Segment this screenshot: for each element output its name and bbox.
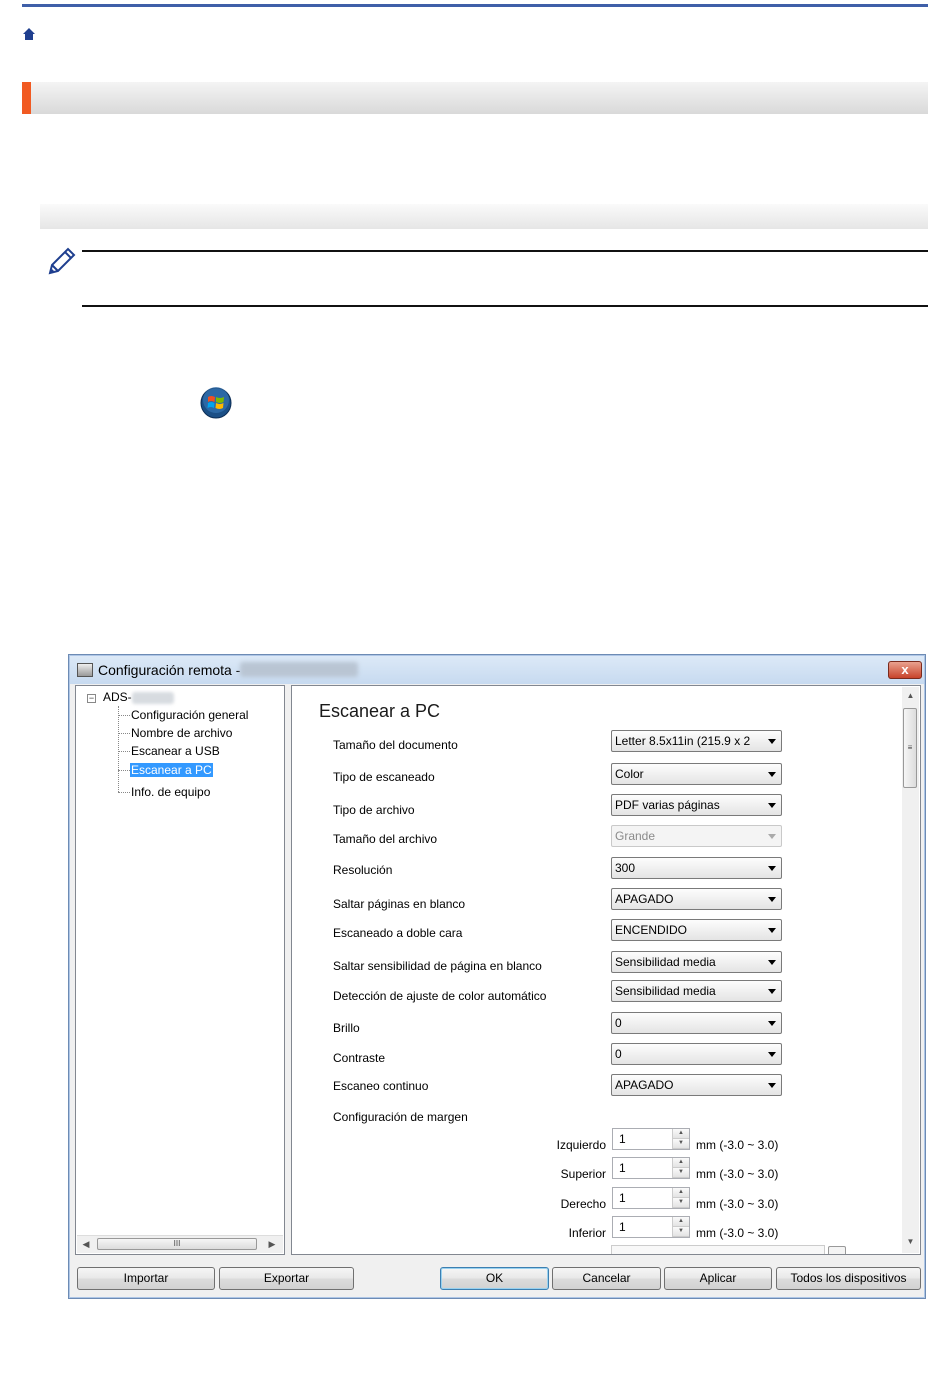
select-value: Sensibilidad media <box>615 955 716 969</box>
scroll-up-icon[interactable]: ▲ <box>906 691 915 700</box>
cancel-button[interactable]: Cancelar <box>552 1267 661 1290</box>
tree-item-machine-info[interactable]: Info. de equipo <box>131 785 211 799</box>
all-devices-button[interactable]: Todos los dispositivos <box>776 1267 921 1290</box>
note-rule-bottom <box>82 305 928 307</box>
range-margin-right: mm (-3.0 ~ 3.0) <box>696 1197 779 1211</box>
import-button[interactable]: Importar <box>77 1267 215 1290</box>
dropdown-arrow-icon <box>768 739 776 744</box>
spin-buttons[interactable] <box>672 1158 689 1178</box>
spin-margin-bottom[interactable] <box>612 1216 690 1238</box>
tree-scroll-thumb[interactable]: III <box>97 1238 257 1250</box>
label-margin-bottom: Inferior <box>568 1226 606 1240</box>
select-value: APAGADO <box>615 1078 674 1092</box>
dropdown-arrow-icon <box>768 772 776 777</box>
note-rule-top <box>82 250 928 252</box>
label-document-size: Tamaño del documento <box>333 738 458 752</box>
spin-up-icon[interactable]: ▲ <box>673 1158 689 1168</box>
section-accent <box>22 82 31 114</box>
tree-horizontal-scrollbar[interactable] <box>77 1235 283 1253</box>
scroll-right-icon[interactable]: ▶ <box>268 1239 276 1249</box>
label-margin-top: Superior <box>560 1167 606 1181</box>
tree-item-general-settings[interactable]: Configuración general <box>131 708 249 722</box>
label-skip-blank-sensitivity: Saltar sensibilidad de página en blanco <box>333 959 542 973</box>
select-continuous-scan[interactable] <box>611 1074 782 1096</box>
remote-setup-dialog <box>68 654 926 1299</box>
window-app-icon <box>77 663 93 677</box>
tree-root-device[interactable]: ADS- <box>103 690 132 704</box>
label-duplex-scan: Escaneado a doble cara <box>333 926 463 940</box>
spin-down-icon[interactable]: ▼ <box>673 1198 689 1208</box>
settings-vertical-scrollbar[interactable] <box>902 687 919 1253</box>
tree-connector <box>118 715 130 716</box>
dropdown-arrow-icon <box>768 928 776 933</box>
pane-title: Escanear a PC <box>319 701 441 721</box>
tree-item-file-name[interactable]: Nombre de archivo <box>131 726 233 740</box>
tree-connector <box>118 792 130 793</box>
tree-collapse-toggle[interactable]: − <box>88 693 95 703</box>
dropdown-arrow-icon <box>768 1021 776 1026</box>
select-file-size <box>611 825 782 847</box>
label-scan-type: Tipo de escaneado <box>333 770 435 784</box>
range-margin-top: mm (-3.0 ~ 3.0) <box>696 1167 779 1181</box>
apply-button[interactable]: Aplicar <box>664 1267 772 1290</box>
close-button[interactable]: x <box>888 661 922 679</box>
section-heading-bar <box>22 82 928 114</box>
redacted-device-name <box>132 692 174 704</box>
select-brightness[interactable] <box>611 1012 782 1034</box>
settings-pane <box>291 685 921 1255</box>
select-value: 300 <box>615 861 636 875</box>
home-icon[interactable] <box>22 27 36 41</box>
label-margin-settings: Configuración de margen <box>333 1110 468 1124</box>
spin-value: 1 <box>619 1161 626 1175</box>
cut-off-field[interactable] <box>611 1245 825 1255</box>
spin-up-icon[interactable]: ▲ <box>673 1188 689 1198</box>
spin-down-icon[interactable]: ▼ <box>673 1227 689 1237</box>
spin-buttons[interactable] <box>672 1129 689 1149</box>
spin-margin-top[interactable] <box>612 1157 690 1179</box>
label-file-size: Tamaño del archivo <box>333 832 438 846</box>
label-skip-blank-page: Saltar páginas en blanco <box>333 897 466 911</box>
select-document-size[interactable] <box>611 730 782 752</box>
spin-up-icon[interactable]: ▲ <box>673 1217 689 1227</box>
select-value: Color <box>615 767 644 781</box>
scroll-left-icon[interactable]: ◀ <box>82 1239 90 1249</box>
label-auto-color-detect: Detección de ajuste de color automático <box>333 989 547 1003</box>
select-auto-color-detect[interactable] <box>611 980 782 1002</box>
spin-up-icon[interactable]: ▲ <box>673 1129 689 1139</box>
windows-start-icon <box>200 387 232 419</box>
subsection-heading-bar <box>40 204 928 229</box>
spin-down-icon[interactable]: ▼ <box>673 1168 689 1178</box>
cut-off-button[interactable] <box>828 1246 846 1255</box>
select-value: ENCENDIDO <box>615 923 688 937</box>
dropdown-arrow-icon <box>768 960 776 965</box>
dropdown-arrow-icon <box>768 803 776 808</box>
dropdown-arrow-icon <box>768 834 776 839</box>
select-skip-blank-sensitivity[interactable] <box>611 951 782 973</box>
range-margin-left: mm (-3.0 ~ 3.0) <box>696 1138 779 1152</box>
spin-value: 1 <box>619 1132 626 1146</box>
label-continuous-scan: Escaneo continuo <box>333 1079 429 1093</box>
select-value: Grande <box>615 829 656 843</box>
select-skip-blank-page[interactable] <box>611 888 782 910</box>
label-margin-left: Izquierdo <box>556 1138 606 1152</box>
scroll-down-icon[interactable]: ▼ <box>906 1237 915 1246</box>
pencil-note-icon <box>44 245 78 279</box>
select-value: Letter 8.5x11in (215.9 x 2 <box>615 734 751 748</box>
label-resolution: Resolución <box>333 863 393 877</box>
tree-item-scan-to-usb[interactable]: Escanear a USB <box>131 744 220 758</box>
export-button[interactable]: Exportar <box>219 1267 354 1290</box>
spin-buttons[interactable] <box>672 1217 689 1237</box>
tree-connector <box>118 733 130 734</box>
tree-connector <box>118 751 130 752</box>
spin-value: 1 <box>619 1220 626 1234</box>
dropdown-arrow-icon <box>768 1083 776 1088</box>
navigation-tree <box>75 685 285 1255</box>
ok-button[interactable]: OK <box>440 1267 549 1290</box>
window-title: Configuración remota - <box>98 662 241 678</box>
label-file-type: Tipo de archivo <box>333 803 415 817</box>
top-rule <box>22 4 928 7</box>
select-duplex-scan[interactable] <box>611 919 782 941</box>
select-value: 0 <box>615 1016 622 1030</box>
tree-connector <box>118 770 130 771</box>
spin-margin-right[interactable] <box>612 1187 690 1209</box>
redacted-model-name <box>240 662 358 677</box>
spin-value: 1 <box>619 1191 626 1205</box>
select-value: PDF varias páginas <box>615 798 720 812</box>
select-value: Sensibilidad media <box>615 984 716 998</box>
spin-down-icon[interactable]: ▼ <box>673 1139 689 1149</box>
spin-margin-left[interactable] <box>612 1128 690 1150</box>
select-scan-type[interactable] <box>611 763 782 785</box>
dropdown-arrow-icon <box>768 989 776 994</box>
dropdown-arrow-icon <box>768 866 776 871</box>
title-bar[interactable] <box>70 656 924 684</box>
range-margin-bottom: mm (-3.0 ~ 3.0) <box>696 1226 779 1240</box>
label-contrast: Contraste <box>333 1051 386 1065</box>
dropdown-arrow-icon <box>768 1052 776 1057</box>
label-margin-right: Derecho <box>560 1197 606 1211</box>
settings-scroll-thumb[interactable]: ≡ <box>903 708 917 788</box>
select-value: 0 <box>615 1047 622 1061</box>
tree-item-scan-to-pc[interactable]: Escanear a PC <box>131 763 212 777</box>
tree-connector <box>118 706 119 792</box>
label-brightness: Brillo <box>333 1021 360 1035</box>
dropdown-arrow-icon <box>768 897 776 902</box>
select-contrast[interactable] <box>611 1043 782 1065</box>
select-value: APAGADO <box>615 892 674 906</box>
spin-buttons[interactable] <box>672 1188 689 1208</box>
select-resolution[interactable] <box>611 857 782 879</box>
select-file-type[interactable] <box>611 794 782 816</box>
